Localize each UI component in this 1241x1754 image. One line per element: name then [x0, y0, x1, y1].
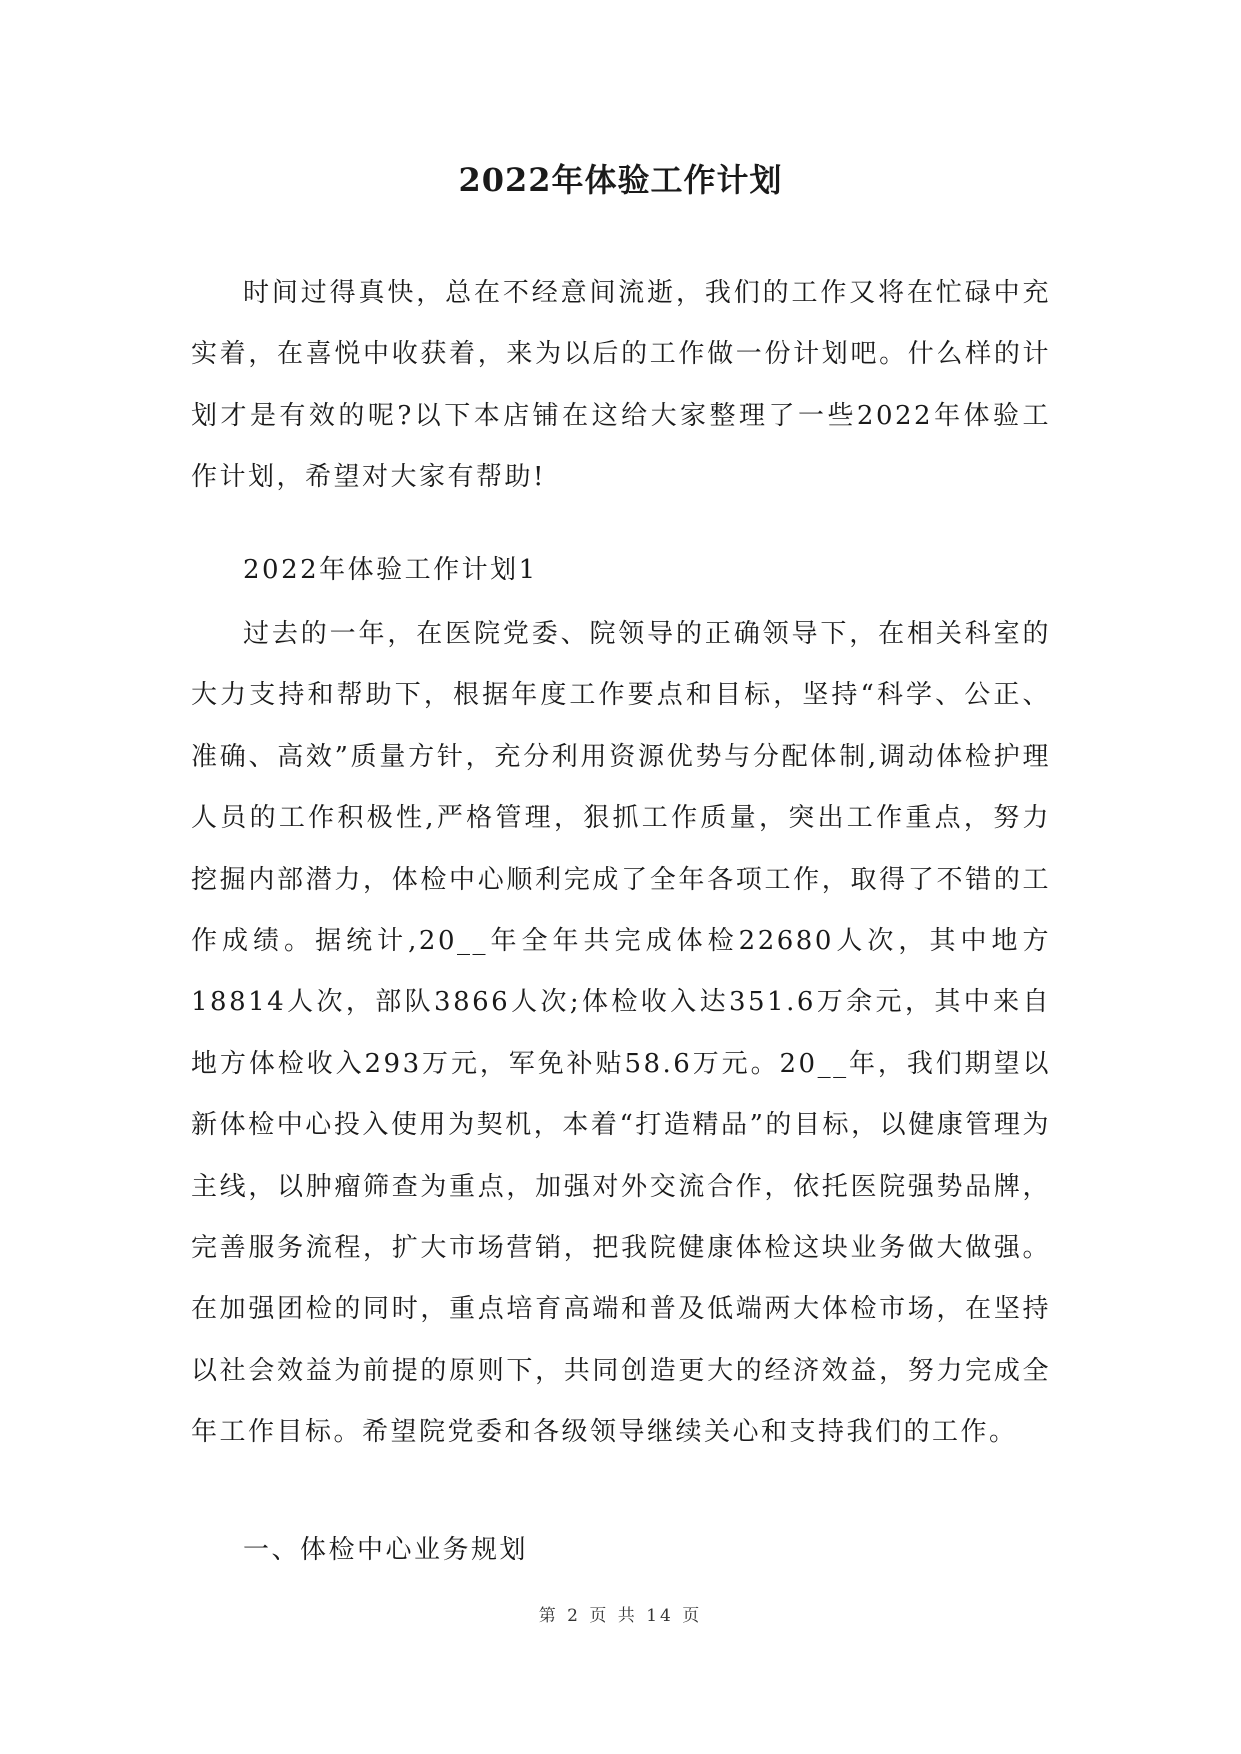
- document-title: 2022年体验工作计划: [458, 161, 783, 199]
- section-heading: 一、体检中心业务规划: [243, 1535, 529, 1565]
- page-number-footer: 第 2 页 共 14 页: [538, 1606, 703, 1626]
- intro-paragraph: 时间过得真快，总在不经意间流逝，我们的工作又将在忙碌中充实着，在喜悦中收获着，来为以后的工作做一份计划吧。什么样的计划才是有效的呢?以下本店铺在这给大家整理了一些2022年体验工作计划，希望对大家有帮助!: [191, 278, 1051, 493]
- main-paragraph: 过去的一年，在医院党委、院领导的正确领导下，在相关科室的大力支持和帮助下，根据年度工作要点和目标，坚持“科学、公正、准确、高效”质量方针，充分利用资源优势与分配体制,调动体检护理人员的工作积极性,严格管理，狠抓工作质量，突出工作重点，努力挖掘内部潜力，体检中心顺利完成了全年各项工作，取得了不错的工作成绩。据统计,20__年全年共完成体检22680人次，其中地方18814人次，部队3866人次;体检收入达351.6万余元，其中来自地方体检收入293万元，军免补贴58.6万元。20__年，我们期望以新体检中心投入使用为契机，本着“打造精品”的目标，以健康管理为主线，以肿瘤筛查为重点，加强对外交流合作，依托医院强势品牌，完善服务流程，扩大市场营销，把我院健康体检这块业务做大做强。在加强团检的同时，重点培育高端和普及低端两大体检市场，在坚持以社会效益为前提的原则下，共同创造更大的经济效益，努力完成全年工作目标。希望院党委和各级领导继续关心和支持我们的工作。: [191, 619, 1051, 1448]
- plan-subtitle: 2022年体验工作计划1: [243, 555, 538, 585]
